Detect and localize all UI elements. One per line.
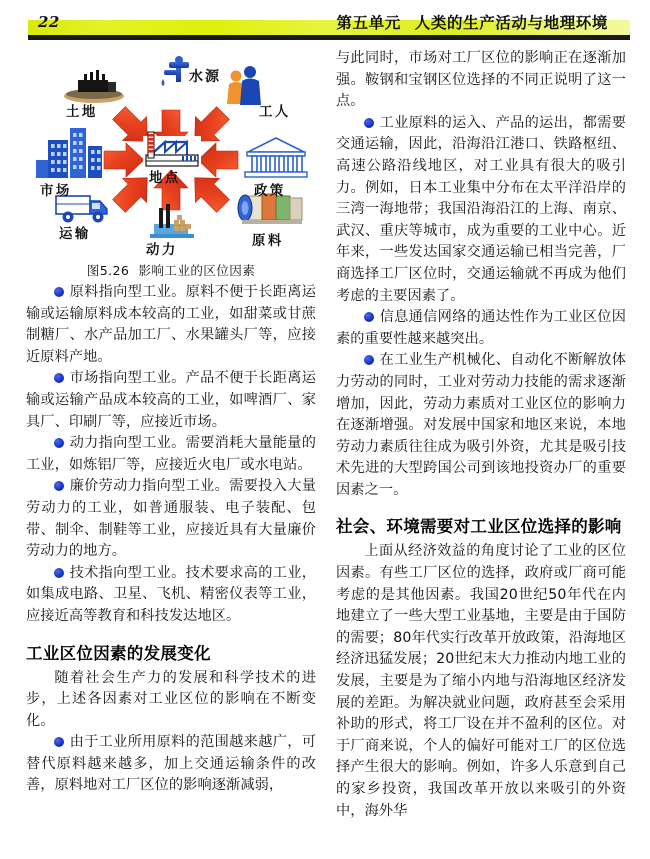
figure-label-workers: 工人 [259,105,291,120]
paragraph [26,563,316,628]
paragraph [26,668,316,733]
bullet-icon [54,287,64,297]
bullet-icon [54,737,64,747]
bullet-icon [54,481,64,491]
government-icon [245,138,307,177]
paragraph [336,541,626,822]
arrow-from-materials [183,166,235,218]
figure-canvas [26,48,316,260]
paragraph-text: 技术指向型工业。技术要求高的工业，如集成电路、卫星、飞机、精密仪表等工业，应接近高等教育和科技发达地区。 [26,564,316,624]
city-icon [36,128,102,178]
paragraph [26,433,316,476]
bullet-icon [54,373,64,383]
figure-label-policy: 政策 [254,184,286,199]
unit-title: 人类的生产活动与地理环境 [414,14,608,32]
paragraph-text: 与此同时，市场对工厂区位的影响正在逐渐加强。鞍钢和宝钢区位选择的不同正说明了这一点。 [336,50,626,110]
page-title [336,11,608,33]
arrow-from-policy [198,143,238,177]
bullet-icon [364,355,374,365]
bullet-icon [364,118,374,128]
page-number: 22 [38,13,60,31]
figure-label-market: 市场 [40,184,72,199]
paragraph [336,307,626,350]
figure-caption-text: 影响工业的区位因素 [138,263,256,278]
figure-label-materials: 原料 [252,234,284,249]
figure-label-transport: 运输 [59,227,91,242]
paragraph [336,113,626,307]
paragraph-text: 动力指向型工业。需要消耗大量能量的工业，如炼铝厂等，应接近火电厂或水电站。 [26,435,316,473]
figure-number: 图5.26 [86,263,130,278]
figure-label-land: 土地 [66,105,98,120]
faucet-icon [162,56,190,86]
truck-icon [56,196,107,223]
bullet-icon [364,312,374,322]
paragraph [26,368,316,433]
section-heading: 工业区位因素的发展变化 [26,643,211,663]
paragraph-text: 市场指向型工业。产品不便于长距离运输或运输产品成本较高的工业，如啤酒厂、家具厂、印刷厂等，应接近市场。 [26,370,316,430]
paragraph-text: 上面从经济效益的角度讨论了工业的区位因素。有些工厂区位的选择，政府或厂商可能考虑的是其他因素。我国20世纪50年代在内地建立了一些大型工业基地，主要是由于国防的需要；80年代实行改革开放政策，沿海地区经济迅猛发展；20世纪末大力推动内地工业的发展，主要是为了缩小内地与沿海地区经济发展的差距。为解决就业问题，政府甚至会采用补助的形式，将工厂设在并不盈利的区位。对于厂商来说，个人的偏好可能对工厂的区位选择产生很大的影响。例如，许多人乐意到自己的家乡投资，我国改革开放以来吸引的外资中，海外华 [336,543,626,819]
paragraph-text: 工业原料的运入、产品的运出，都需要交通运输，因此，沿海沿江港口、铁路枢纽、高速公路沿线地区，对工业具有很大的吸引力。例如，日本工业集中分布在太平洋沿岸的三湾一海地带；我国沿海沿江的上海、南京、武汉、重庆等城市，成为重要的工业中心。近年来，一些发达国家交通运输已相当完善，厂商选择工厂区位时，交通运输就不再成为他们考虑的主要因素了。 [336,114,626,304]
figure-label-power: 动力 [146,243,178,258]
figure-label-center: 地点 [149,171,181,186]
figure-label-water: 水源 [189,69,221,85]
page-header [0,0,650,46]
paragraph [26,732,316,797]
paragraph [26,282,316,368]
paragraph [336,350,626,501]
paragraph [336,48,626,113]
figure-industrial-location-factors [26,48,316,280]
arrow-from-market [104,143,144,177]
factory-icon [143,132,201,166]
land-icon [64,70,124,103]
bullet-icon [54,568,64,578]
paragraph-text: 由于工业所用原料的范围越来越广，可替代原料越来越多，加上交通运输条件的改善，原料地对工厂区位的影响逐渐减弱， [26,734,316,794]
unit-label: 第五单元 [336,14,401,32]
bullet-icon [54,438,64,448]
paragraph [26,476,316,562]
left-column [26,48,316,797]
section-heading: 社会、环境需要对工业区位选择的影响 [336,517,622,537]
paragraph-text: 原料指向型工业。原料不便于长距离运输或运输原料成本较高的工业，如甜菜或甘蔗制糖厂、水产品加工厂、水果罐头厂等，应接近原料产地。 [26,284,316,365]
paragraph-text: 信息通信网络的通达性作为工业区位因素的重要性越来越突出。 [336,309,626,347]
right-column [336,48,626,822]
paragraph-text: 廉价劳动力指向型工业。需要投入大量劳动力的工业，如普通服装、电子装配、包带、制伞、制鞋等工业，应接近具有大量廉价劳动力的地方。 [26,478,316,560]
workers-icon [227,66,261,105]
figure-caption [26,260,316,279]
paragraph-text: 在工业生产机械化、自动化不断解放体力劳动的同时，工业对劳动力技能的需求逐渐增加，因此，劳动力素质对工业区位的影响力在逐渐增强。对发展中国家和地区来说，本地劳动力素质往往成为吸引外资，尤其是吸引技术先进的大型跨国公司到该地投资办厂的重要因素之一。 [336,352,626,498]
paragraph-text: 随着社会生产力的发展和科学技术的进步，上述各因素对工业区位的影响在不断变化。 [26,669,316,729]
